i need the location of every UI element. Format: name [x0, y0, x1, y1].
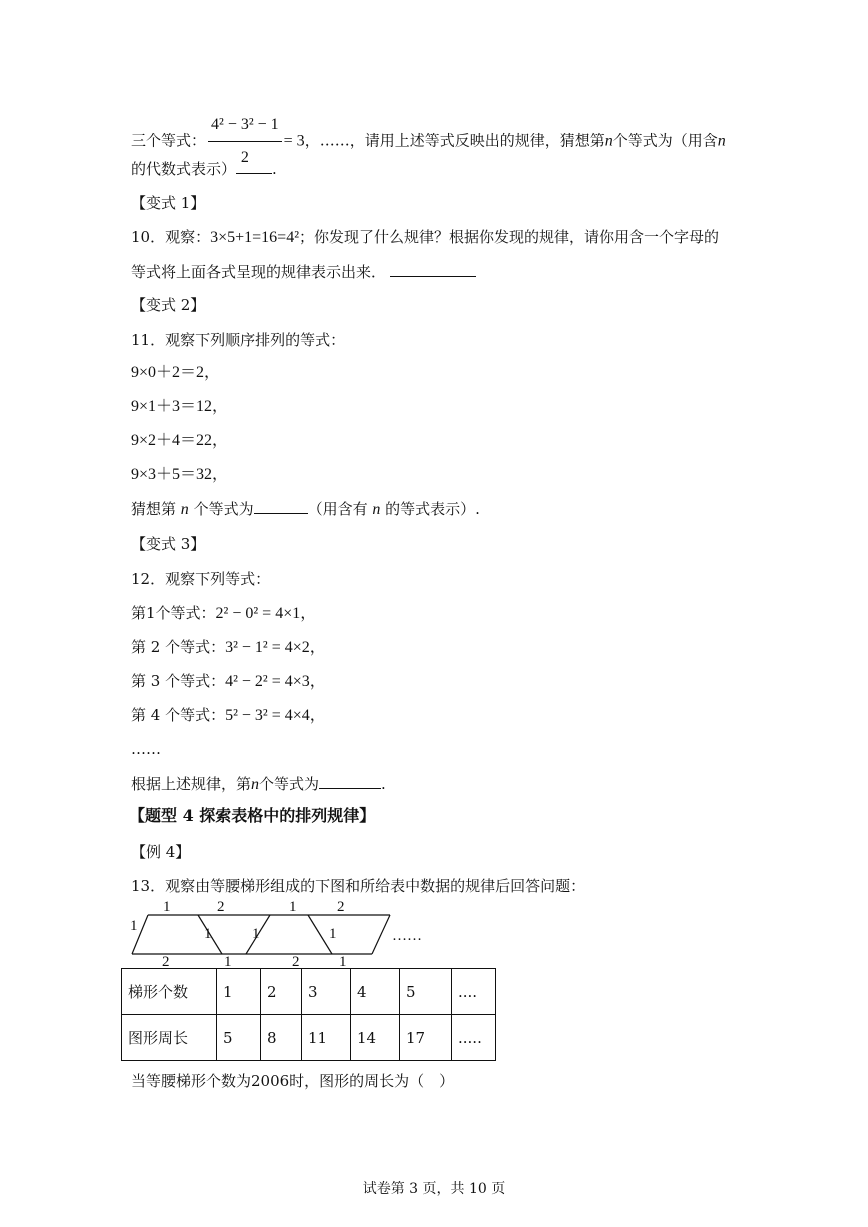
q10-line1	[131, 227, 719, 248]
q12-eq-3-label: 第 3 个等式：	[131, 672, 226, 690]
fig-bottom-label-4: 1	[339, 954, 347, 970]
table-cell: 5	[400, 969, 452, 1015]
q11-eq-2: 9×1＋3＝12，	[131, 398, 229, 415]
table-cell: 17	[400, 1015, 452, 1061]
q12-eq-4-math: 5² − 3² = 4×4，	[225, 707, 326, 724]
table-cell: 11	[302, 1015, 351, 1061]
q12-ask-b: 个等式为	[259, 775, 320, 793]
q10-text: ；你发现了什么规律？根据你发现的规律，请你用含一个字母的	[298, 228, 719, 246]
q11-answer-blank[interactable]	[254, 499, 308, 514]
q12-eq-3-math: 4² − 2² = 4×3，	[225, 673, 326, 690]
q11-eq-1: 9×0＋2＝2，	[131, 364, 221, 381]
table-cell: 5	[217, 1015, 261, 1061]
q13-title: 13．观察由等腰梯形组成的下图和所给表中数据的规律后回答问题：	[131, 877, 586, 895]
q12-ask	[131, 774, 386, 795]
q10-num: 10．观察：	[131, 228, 211, 246]
q11-ask-b: 个等式为	[193, 500, 254, 518]
q12-eq-4	[131, 705, 326, 726]
fig-bottom-label-3: 2	[292, 954, 300, 970]
q12-eq-1-label: 第1个等式：	[131, 604, 216, 622]
fig-top-label-4: 2	[337, 899, 345, 915]
q9-answer-blank[interactable]	[236, 159, 272, 174]
page-footer: 试卷第 3 页，共 10 页	[362, 1181, 506, 1197]
q11-ask-var: n	[180, 501, 189, 518]
table-row	[122, 1015, 496, 1061]
fig-side-label-4: 1	[329, 926, 337, 942]
fig-side-label-1: 1	[130, 918, 138, 934]
q12-ask-var: n	[251, 776, 260, 793]
q12-eq-2-math: 3² − 1² = 4×2，	[225, 639, 326, 656]
table-cell: 14	[351, 1015, 400, 1061]
q10-math: 3×5+1=16=4²	[210, 229, 299, 246]
table-cell: 1	[217, 969, 261, 1015]
q11-eq-3: 9×2＋4＝22，	[131, 432, 229, 449]
q9-eq: = 3	[283, 132, 305, 150]
q10-line2-text: 等式将上面各式呈现的规律表示出来．	[131, 263, 387, 281]
table-cell: ....	[452, 969, 496, 1015]
q12-title: 12．观察下列等式：	[131, 570, 271, 588]
q12-eq-4-label: 第 4 个等式：	[131, 706, 226, 724]
trapezoid-figure	[128, 910, 428, 970]
q12-dots: ……	[131, 740, 161, 758]
q10-line2	[131, 262, 476, 282]
q13-table	[121, 968, 496, 1061]
table-cell: .....	[452, 1015, 496, 1061]
q11-title: 11．观察下列顺序排列的等式：	[131, 331, 346, 349]
q12-eq-3	[131, 671, 326, 692]
q13-question: 当等腰梯形个数为2006时，图形的周长为（ ）	[131, 1072, 455, 1090]
q12-ask-end: .	[381, 775, 386, 793]
q12-ask-a: 根据上述规律，第	[131, 775, 252, 793]
table-cell: 8	[261, 1015, 302, 1061]
q9-prefix: 三个等式：	[131, 131, 207, 150]
q11-ask-a: 猜想第	[131, 500, 177, 518]
fig-side-label-2: 1	[204, 926, 212, 942]
variant1-label: 【变式 1】	[131, 194, 206, 212]
variant3-label: 【变式 3】	[131, 535, 206, 553]
q9-end: .	[272, 160, 277, 178]
table-cell: 图形周长	[122, 1015, 217, 1061]
fig-ellipsis: ……	[392, 928, 422, 944]
q9-frac-den: 2	[240, 149, 249, 166]
fig-side-label-3: 1	[252, 926, 260, 942]
fig-bottom-label-1: 2	[162, 954, 170, 970]
q12-eq-2	[131, 637, 326, 658]
fig-top-label-1: 1	[163, 899, 171, 915]
q12-eq-1	[131, 603, 316, 624]
q10-answer-blank[interactable]	[390, 262, 476, 277]
table-cell: 2	[261, 969, 302, 1015]
q9-text: ，……，请用上述等式反映出的规律，猜想第	[304, 131, 605, 150]
fig-bottom-label-2: 1	[224, 954, 232, 970]
q11-ask	[131, 499, 480, 520]
q11-ask-d: 的等式表示）.	[385, 500, 480, 518]
example4-label: 【例 4】	[131, 843, 191, 861]
q9-line2	[131, 159, 277, 179]
q11-eq-4: 9×3＋5＝32，	[131, 466, 229, 483]
q9-var: n	[604, 132, 613, 150]
figure-edge-5	[372, 915, 390, 954]
table-cell: 梯形个数	[122, 969, 217, 1015]
q11-ask-var2: n	[372, 501, 381, 518]
q9-line2-text: 的代数式表示）	[131, 160, 237, 178]
q12-answer-blank[interactable]	[319, 774, 381, 789]
section4-title: 【题型 4 探索表格中的排列规律】	[129, 806, 376, 825]
table-cell: 4	[351, 969, 400, 1015]
q11-ask-c: （用含有	[307, 500, 368, 518]
fig-top-label-3: 1	[289, 899, 297, 915]
table-row	[122, 969, 496, 1015]
q9-text2: 个等式为（用含	[612, 131, 718, 150]
q9-var2: n	[717, 132, 726, 150]
table-cell: 3	[302, 969, 351, 1015]
variant2-label: 【变式 2】	[131, 296, 206, 314]
fig-top-label-2: 2	[217, 899, 225, 915]
q12-eq-1-math: 2² − 0² = 4×1，	[215, 605, 317, 622]
q12-eq-2-label: 第 2 个等式：	[131, 638, 226, 656]
q9-frac-num: 4² − 3² − 1	[208, 110, 282, 142]
